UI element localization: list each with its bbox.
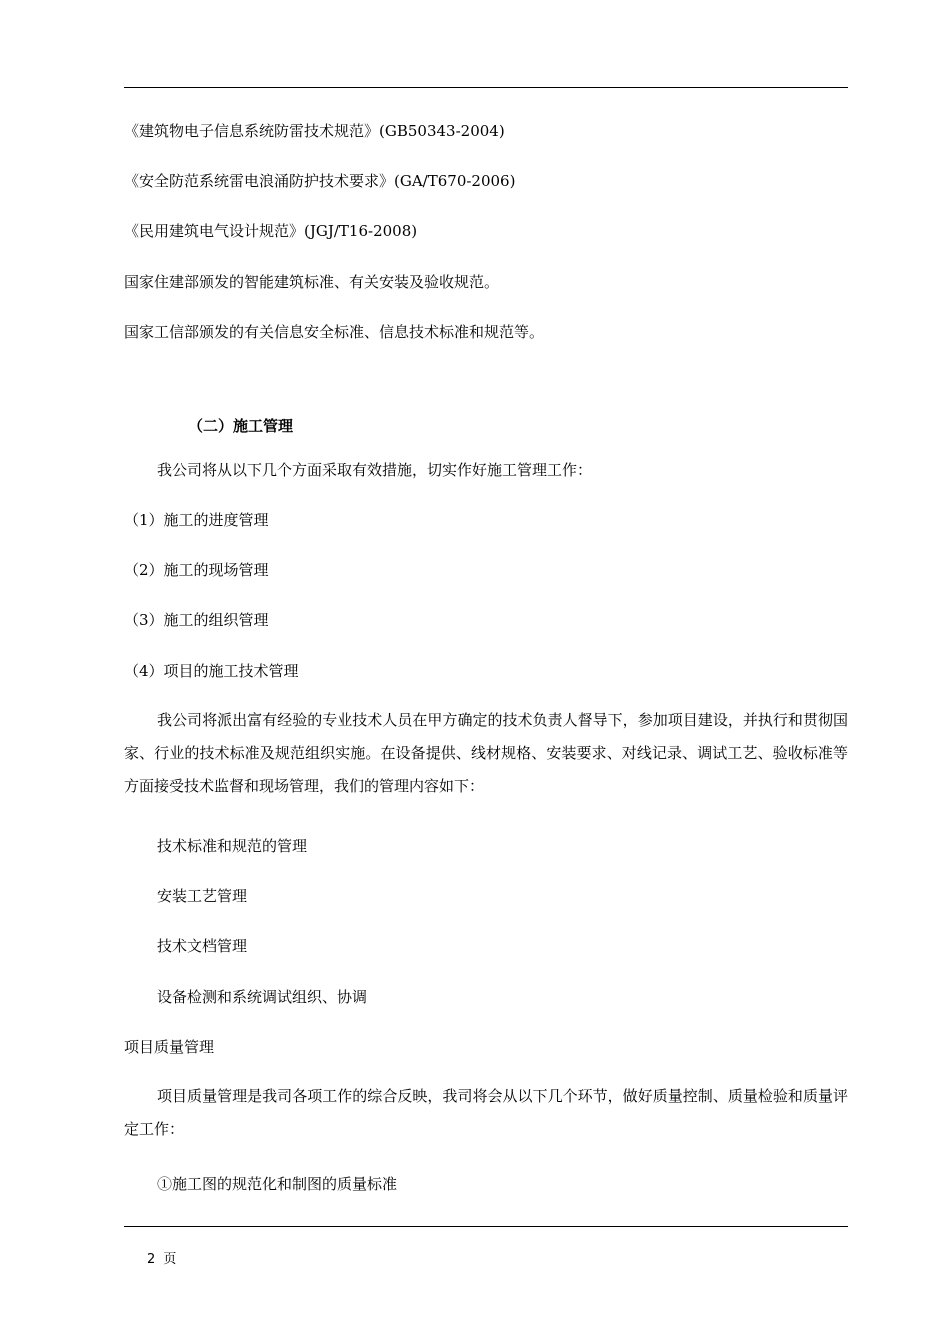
header-rule bbox=[124, 87, 848, 88]
quality-item: ①施工图的规范化和制图的质量标准 bbox=[157, 1175, 398, 1193]
page-label: 页 bbox=[163, 1252, 177, 1267]
list-item: （2）施工的现场管理 bbox=[124, 561, 269, 579]
standard-item: 国家工信部颁发的有关信息安全标准、信息技术标准和规范等。 bbox=[124, 323, 545, 341]
quality-paragraph: 项目质量管理是我司各项工作的综合反映，我司将会从以下几个环节，做好质量控制、质量检验和质量评定工作： bbox=[124, 1087, 848, 1138]
tech-item: 安装工艺管理 bbox=[157, 887, 248, 905]
standard-item: 《安全防范系统雷电浪涌防护技术要求》(GA/T670-2006) bbox=[124, 172, 516, 190]
intro-text: 我公司将从以下几个方面采取有效措施，切实作好施工管理工作： bbox=[157, 461, 593, 479]
section-heading: （二）施工管理 bbox=[188, 417, 294, 435]
page-footer bbox=[147, 1248, 176, 1267]
list-item: （4）项目的施工技术管理 bbox=[124, 662, 299, 680]
tech-paragraph: 我公司将派出富有经验的专业技术人员在甲方确定的技术负责人督导下，参加项目建设，并执行和贯彻国家、行业的技术标准及规范组织实施。在设备提供、线材规格、安装要求、对线记录、调试工艺、验收标准等方面接受技术监督和现场管理，我们的管理内容如下： bbox=[124, 711, 848, 795]
tech-item: 技术标准和规范的管理 bbox=[157, 837, 308, 855]
tech-item: 技术文档管理 bbox=[157, 937, 248, 955]
list-item: （1）施工的进度管理 bbox=[124, 511, 269, 529]
standard-item: 国家住建部颁发的智能建筑标准、有关安装及验收规范。 bbox=[124, 273, 500, 291]
quality-title: 项目质量管理 bbox=[124, 1038, 215, 1056]
standard-item: 《民用建筑电气设计规范》(JGJ/T16-2008) bbox=[124, 222, 418, 240]
page-number: 2 bbox=[147, 1252, 156, 1267]
tech-item: 设备检测和系统调试组织、协调 bbox=[157, 988, 368, 1006]
footer-rule bbox=[124, 1226, 848, 1227]
standard-item: 《建筑物电子信息系统防雷技术规范》(GB50343-2004) bbox=[124, 122, 505, 140]
list-item: （3）施工的组织管理 bbox=[124, 611, 269, 629]
